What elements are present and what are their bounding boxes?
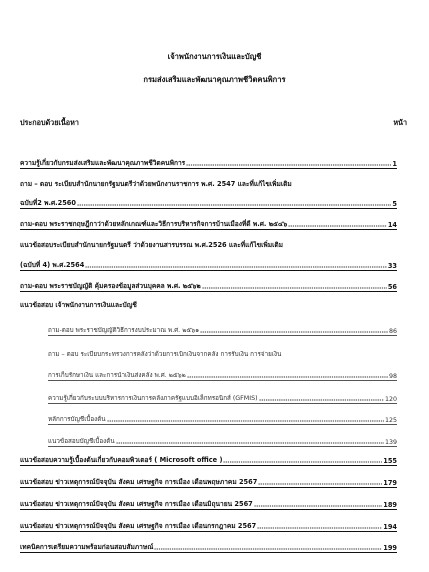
toc-entry-page: 98	[388, 373, 397, 380]
toc-entry-text: แนวข้อสอบบัญชีเบื้องต้น	[48, 438, 115, 445]
toc-leader-dots	[200, 325, 388, 333]
toc-leader-dots	[258, 477, 382, 485]
toc-leader-dots	[154, 542, 382, 550]
toc-entry-text: การเก็บรักษาเงิน และการนำเงินส่งคลัง พ.ศ. ๒๕๖๒	[48, 372, 186, 379]
toc-entry	[20, 176, 397, 189]
toc-entry-text: ถาม – ตอบ ระเบียบสำนักนายกรัฐมนตรีว่าด้วยพนักงานราชการ พ.ศ. 2547 และที่แก้ไขเพิ่มเติม	[20, 180, 292, 188]
toc-entry-page: 1	[392, 160, 397, 168]
toc-entry-text: ถาม-ตอบ พระราชกฤษฎีกาว่าด้วยหลักเกณฑ์และวิธีการบริหารกิจการบ้านเมืองที่ดี พ.ศ. ๒๕๔๖	[20, 220, 288, 228]
toc-entry-text: แนวข้อสอบ เจ้าพนักงานการเงินและบัญชี	[20, 301, 137, 309]
toc-entry-page: 139	[384, 439, 397, 446]
toc-entry-page: 33	[387, 262, 397, 270]
toc-entry	[20, 452, 397, 466]
toc-leader-dots	[202, 281, 387, 289]
toc-entry	[20, 278, 397, 292]
document-title: เจ้าพนักงานการเงินและบัญชี	[167, 52, 262, 61]
toc-entry	[20, 216, 397, 230]
toc-entry-page: 194	[383, 523, 397, 531]
toc-entry-page: 125	[384, 417, 397, 424]
toc-entry-text: เทคนิคการเตรียมความพร้อมก่อนสอบสัมภาษณ์	[20, 543, 154, 551]
toc-entry-text: (ฉบับที่ 4) พ.ศ.2564	[20, 261, 85, 269]
toc-leader-dots	[223, 455, 382, 463]
toc-entry-text: แนวข้อสอบ ข่าวเหตุการณ์ปัจจุบัน สังคม เศรษฐกิจ การเมือง เดือนมิถุนายน 2567	[20, 500, 253, 508]
toc-sub-entry	[48, 390, 397, 404]
toc-entry	[20, 237, 397, 250]
toc-entry-text: หลักการบัญชีเบื้องต้น	[48, 416, 106, 423]
toc-entry	[20, 474, 397, 488]
toc-entry	[20, 195, 397, 209]
toc-entry	[20, 496, 397, 510]
toc-entry-page: 155	[383, 457, 397, 465]
toc-leader-dots	[187, 370, 388, 378]
toc-leader-dots	[257, 521, 382, 529]
toc-entry-page: 179	[383, 479, 397, 487]
toc-leader-dots	[186, 158, 391, 166]
toc-entry-page: 5	[392, 200, 397, 208]
toc-sub-entry	[48, 367, 397, 381]
toc-entry-text: แนวข้อสอบความรู้เบื้องต้นเกี่ยวกับคอมพิวเตอร์ ( Microsoft office )	[20, 456, 223, 464]
toc-leader-dots	[77, 198, 391, 206]
toc-entry-text: ถาม-ตอบ พระราชบัญญัติวิธีการงบประมาณ พ.ศ. ๒๕๖๑	[48, 327, 200, 334]
toc-entry	[20, 518, 397, 532]
toc-entry	[20, 155, 397, 169]
toc-entry-text: ความรู้เกี่ยวกับระบบบริหารการเงินการคลังภาครัฐแบบอิเล็กทรอนิกส์ (GFMIS)	[48, 395, 258, 402]
toc-entry-text: แนวข้อสอบระเบียบสำนักนายกรัฐมนตรี ว่าด้วยงานสารบรรณ พ.ศ.2526 และที่แก้ไขเพิ่มเติม	[20, 241, 284, 249]
toc-entry-text: ถาม – ตอบ ระเบียบกระทรวงการคลังว่าด้วยการเบิกเงินจากคลัง การรับเงิน การจ่ายเงิน	[48, 351, 282, 358]
toc-entry-page: 14	[387, 221, 397, 229]
toc-sub-entry	[48, 433, 397, 447]
toc-entry-page: 189	[383, 501, 397, 509]
toc-entry-text: แนวข้อสอบ ข่าวเหตุการณ์ปัจจุบัน สังคม เศรษฐกิจ การเมือง เดือนกรกฎาคม 2567	[20, 522, 257, 530]
toc-entry-text: ถาม-ตอบ พระราชบัญญัติ คุ้มครองข้อมูลส่วนบุคคล พ.ศ. ๒๕๖๒	[20, 282, 201, 290]
toc-leader-dots	[288, 219, 387, 227]
toc-sub-entry	[48, 322, 397, 336]
page-column-heading: หน้า	[393, 118, 407, 127]
toc-section-heading	[20, 297, 397, 310]
toc-sub-entry	[48, 346, 397, 359]
toc-leader-dots	[85, 260, 387, 268]
toc-entry-text: ความรู้เกี่ยวกับกรมส่งเสริมและพัฒนาคุณภาพชีวิตคนพิการ	[20, 159, 186, 167]
toc-leader-dots	[254, 499, 382, 507]
toc-leader-dots	[107, 414, 384, 422]
toc-entry	[20, 539, 397, 553]
toc-entry-page: 86	[388, 328, 397, 335]
contents-heading: ประกอบด้วยเนื้อหา	[20, 118, 79, 127]
toc-entry-page: 120	[384, 396, 397, 403]
toc-sub-entry	[48, 411, 397, 425]
toc-entry-text: แนวข้อสอบ ข่าวเหตุการณ์ปัจจุบัน สังคม เศรษฐกิจ การเมือง เดือนพฤษภาคม 2567	[20, 478, 258, 486]
toc-leader-dots	[116, 436, 384, 444]
document-subtitle: กรมส่งเสริมและพัฒนาคุณภาพชีวิตคนพิการ	[143, 75, 286, 84]
toc-entry-text: ฉบับที่2 พ.ศ.2560	[20, 199, 76, 207]
toc-entry-page: 199	[383, 544, 397, 552]
toc-leader-dots	[259, 393, 384, 401]
toc-entry-page: 56	[387, 283, 397, 291]
toc-entry	[20, 257, 397, 271]
